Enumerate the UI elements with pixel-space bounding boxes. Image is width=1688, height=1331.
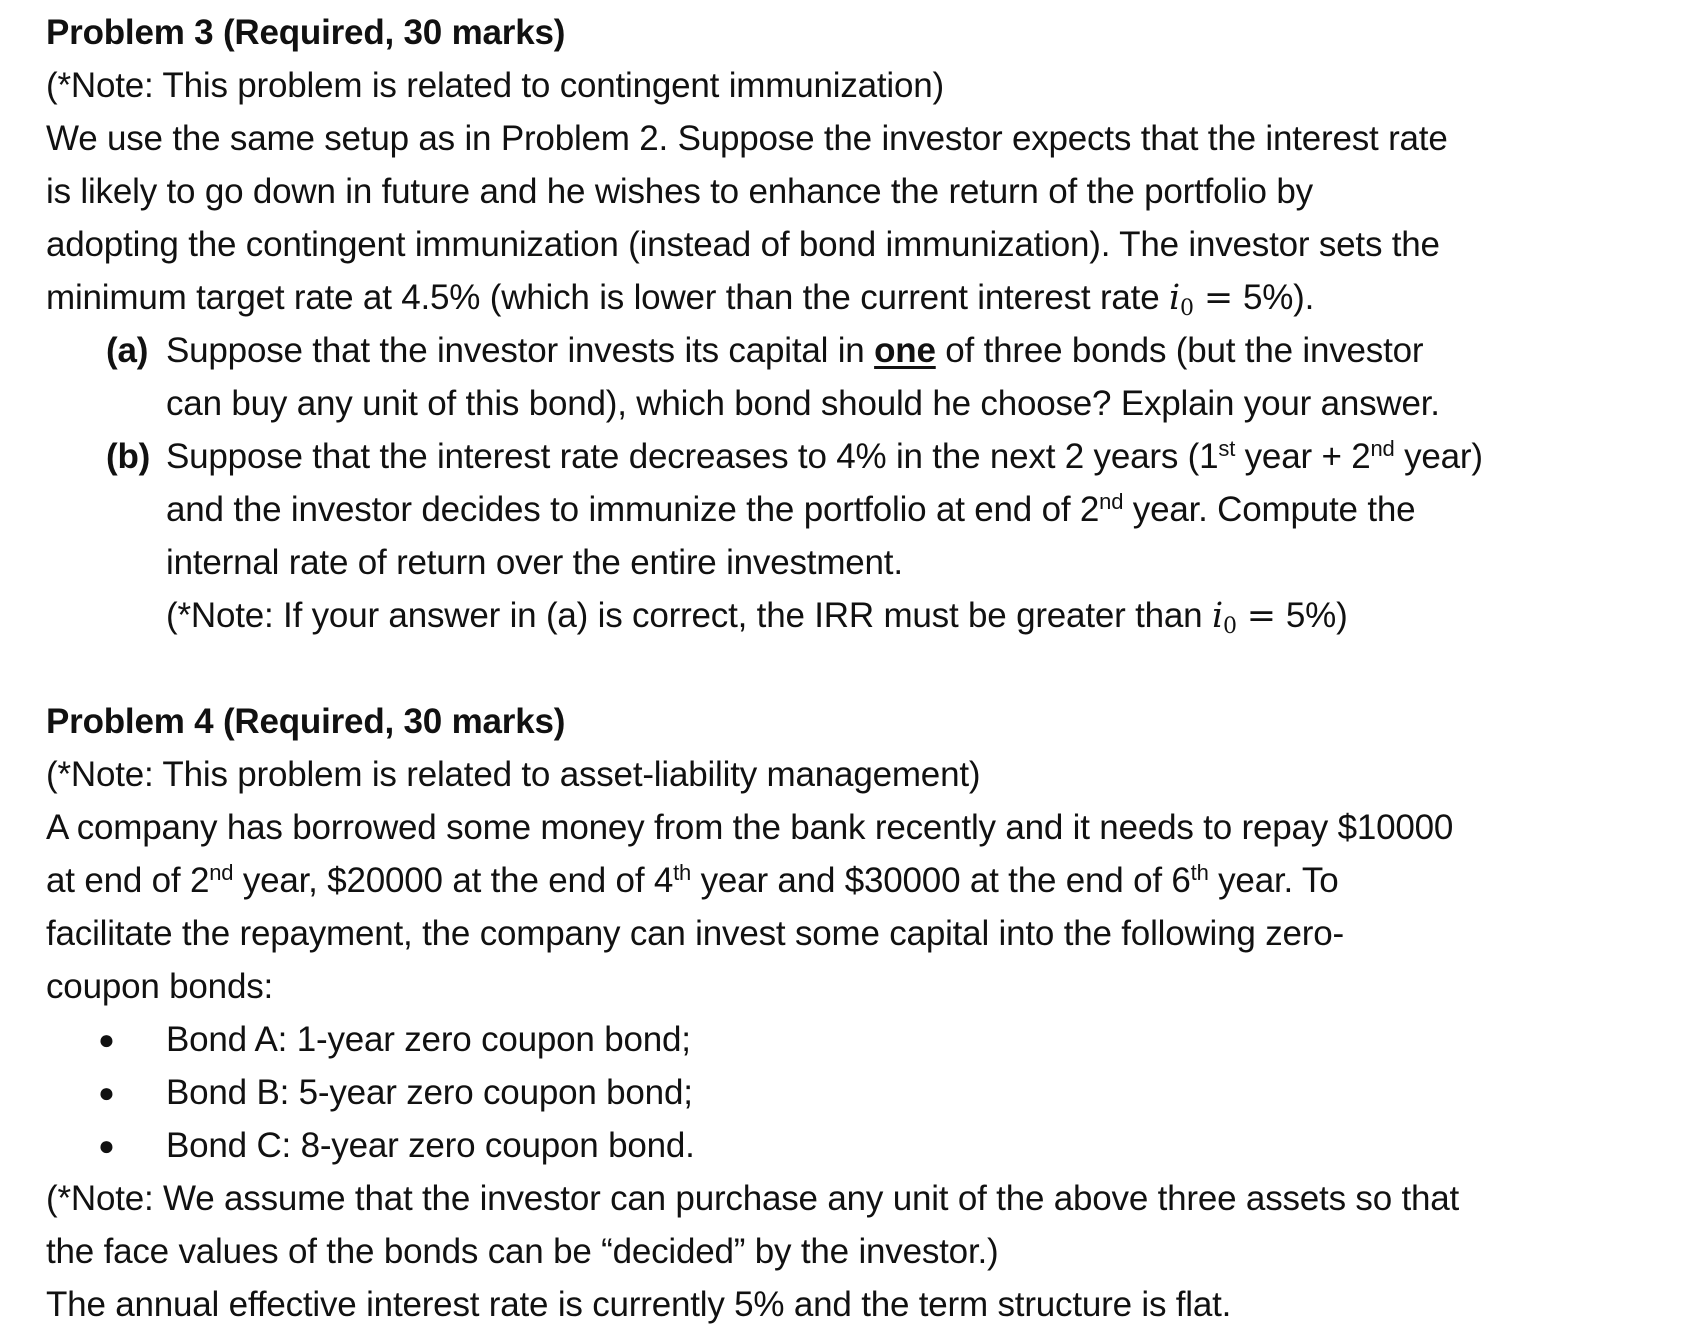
- superscript-nd: nd: [209, 860, 234, 885]
- part-a-text-pre: Suppose that the investor invests its capital in: [166, 331, 865, 370]
- problem-4-note-2-line-1: (*Note: We assume that the investor can purchase any unit of the above three assets so that: [46, 1179, 1460, 1218]
- problem-4-note: (*Note: This problem is related to asset-liability management): [46, 755, 981, 794]
- bullet-icon: ●: [98, 1130, 115, 1161]
- problem-3-intro-line-2: is likely to go down in future and he wishes to enhance the return of the portfolio by: [46, 172, 1313, 211]
- problem-4-line-4: coupon bonds:: [46, 967, 274, 1006]
- problem-3-title: Problem 3 (Required, 30 marks): [46, 13, 566, 52]
- problem-4-line-1: A company has borrowed some money from the bank recently and it needs to repay $10000: [46, 808, 1454, 847]
- bullet-icon: ●: [98, 1077, 115, 1108]
- part-b-note: [46, 589, 1646, 642]
- interest-rate-symbol: $i_0$: [1211, 596, 1237, 639]
- part-b-line-3: internal rate of return over the entire investment.: [166, 543, 903, 582]
- superscript-st: st: [1218, 436, 1236, 461]
- problem-4-line-2-a: at end of 2: [46, 861, 210, 900]
- problem-4-line-2-c: year and $30000 at the end of 6: [691, 861, 1191, 900]
- part-a-line-1: [46, 324, 1646, 377]
- part-b-line-2-pre: and the investor decides to immunize the portfolio at end of 2: [166, 490, 1100, 529]
- problem-3-intro-line-1: We use the same setup as in Problem 2. Suppose the investor expects that the interest rate: [46, 119, 1448, 158]
- list-item-bond-a: [46, 1013, 1646, 1066]
- superscript-nd: nd: [1370, 436, 1395, 461]
- list-item-bond-c: [46, 1119, 1646, 1172]
- bond-a-text: Bond A: 1-year zero coupon bond;: [166, 1020, 691, 1059]
- equals-sign: =: [1203, 278, 1233, 318]
- part-b-line-2: [46, 483, 1646, 536]
- bond-c-text: Bond C: 8-year zero coupon bond.: [166, 1126, 695, 1165]
- part-a-text-post: of three bonds (but the investor: [945, 331, 1424, 370]
- problem-4-line-2: [46, 854, 1646, 907]
- part-b-note-text: (*Note: If your answer in (a) is correct, the IRR must be greater than: [166, 596, 1203, 635]
- part-a-emphasis: one: [874, 331, 936, 370]
- superscript-th: th: [673, 860, 692, 885]
- problem-4-final-line: The annual effective interest rate is currently 5% and the term structure is flat.: [46, 1285, 1232, 1324]
- part-b-text-mid: year + 2: [1235, 437, 1371, 476]
- bond-b-text: Bond B: 5-year zero coupon bond;: [166, 1073, 693, 1112]
- part-b-text-post: year): [1394, 437, 1483, 476]
- problem-3-intro-line-4: [46, 271, 1646, 324]
- part-a-label: (a): [106, 331, 149, 370]
- problem-4-note-2-line-2: the face values of the bonds can be “decided” by the investor.): [46, 1232, 999, 1271]
- section-gap: [46, 642, 1646, 695]
- part-a-line-2: can buy any unit of this bond), which bond should he choose? Explain your answer.: [166, 384, 1440, 423]
- problem-3-intro-line-3: adopting the contingent immunization (instead of bond immunization). The investor sets the: [46, 225, 1440, 264]
- intro-rate-value: 5%).: [1242, 278, 1315, 317]
- superscript-th: th: [1190, 860, 1209, 885]
- bullet-icon: ●: [98, 1024, 115, 1055]
- part-b-note-value: 5%): [1285, 596, 1348, 635]
- superscript-nd: nd: [1099, 489, 1124, 514]
- list-item-bond-b: [46, 1066, 1646, 1119]
- equals-sign: =: [1246, 596, 1276, 636]
- part-b-line-2-post: year. Compute the: [1123, 490, 1416, 529]
- interest-rate-symbol: $i_0$: [1169, 278, 1194, 321]
- problem-4-line-2-b: year, $20000 at the end of 4: [233, 861, 674, 900]
- problem-4-line-2-d: year. To: [1208, 861, 1339, 900]
- problem-4-title: Problem 4 (Required, 30 marks): [46, 702, 566, 741]
- problem-3-note: (*Note: This problem is related to contingent immunization): [46, 66, 944, 105]
- document-page: [46, 6, 1646, 1331]
- part-b-label: (b): [106, 437, 151, 476]
- part-b-line-1: [46, 430, 1646, 483]
- part-b-text-pre: Suppose that the interest rate decreases to 4% in the next 2 years (1: [166, 437, 1219, 476]
- problem-4-line-3: facilitate the repayment, the company can invest some capital into the following zero-: [46, 914, 1344, 953]
- intro-text: minimum target rate at 4.5% (which is lower than the current interest rate: [46, 278, 1160, 317]
